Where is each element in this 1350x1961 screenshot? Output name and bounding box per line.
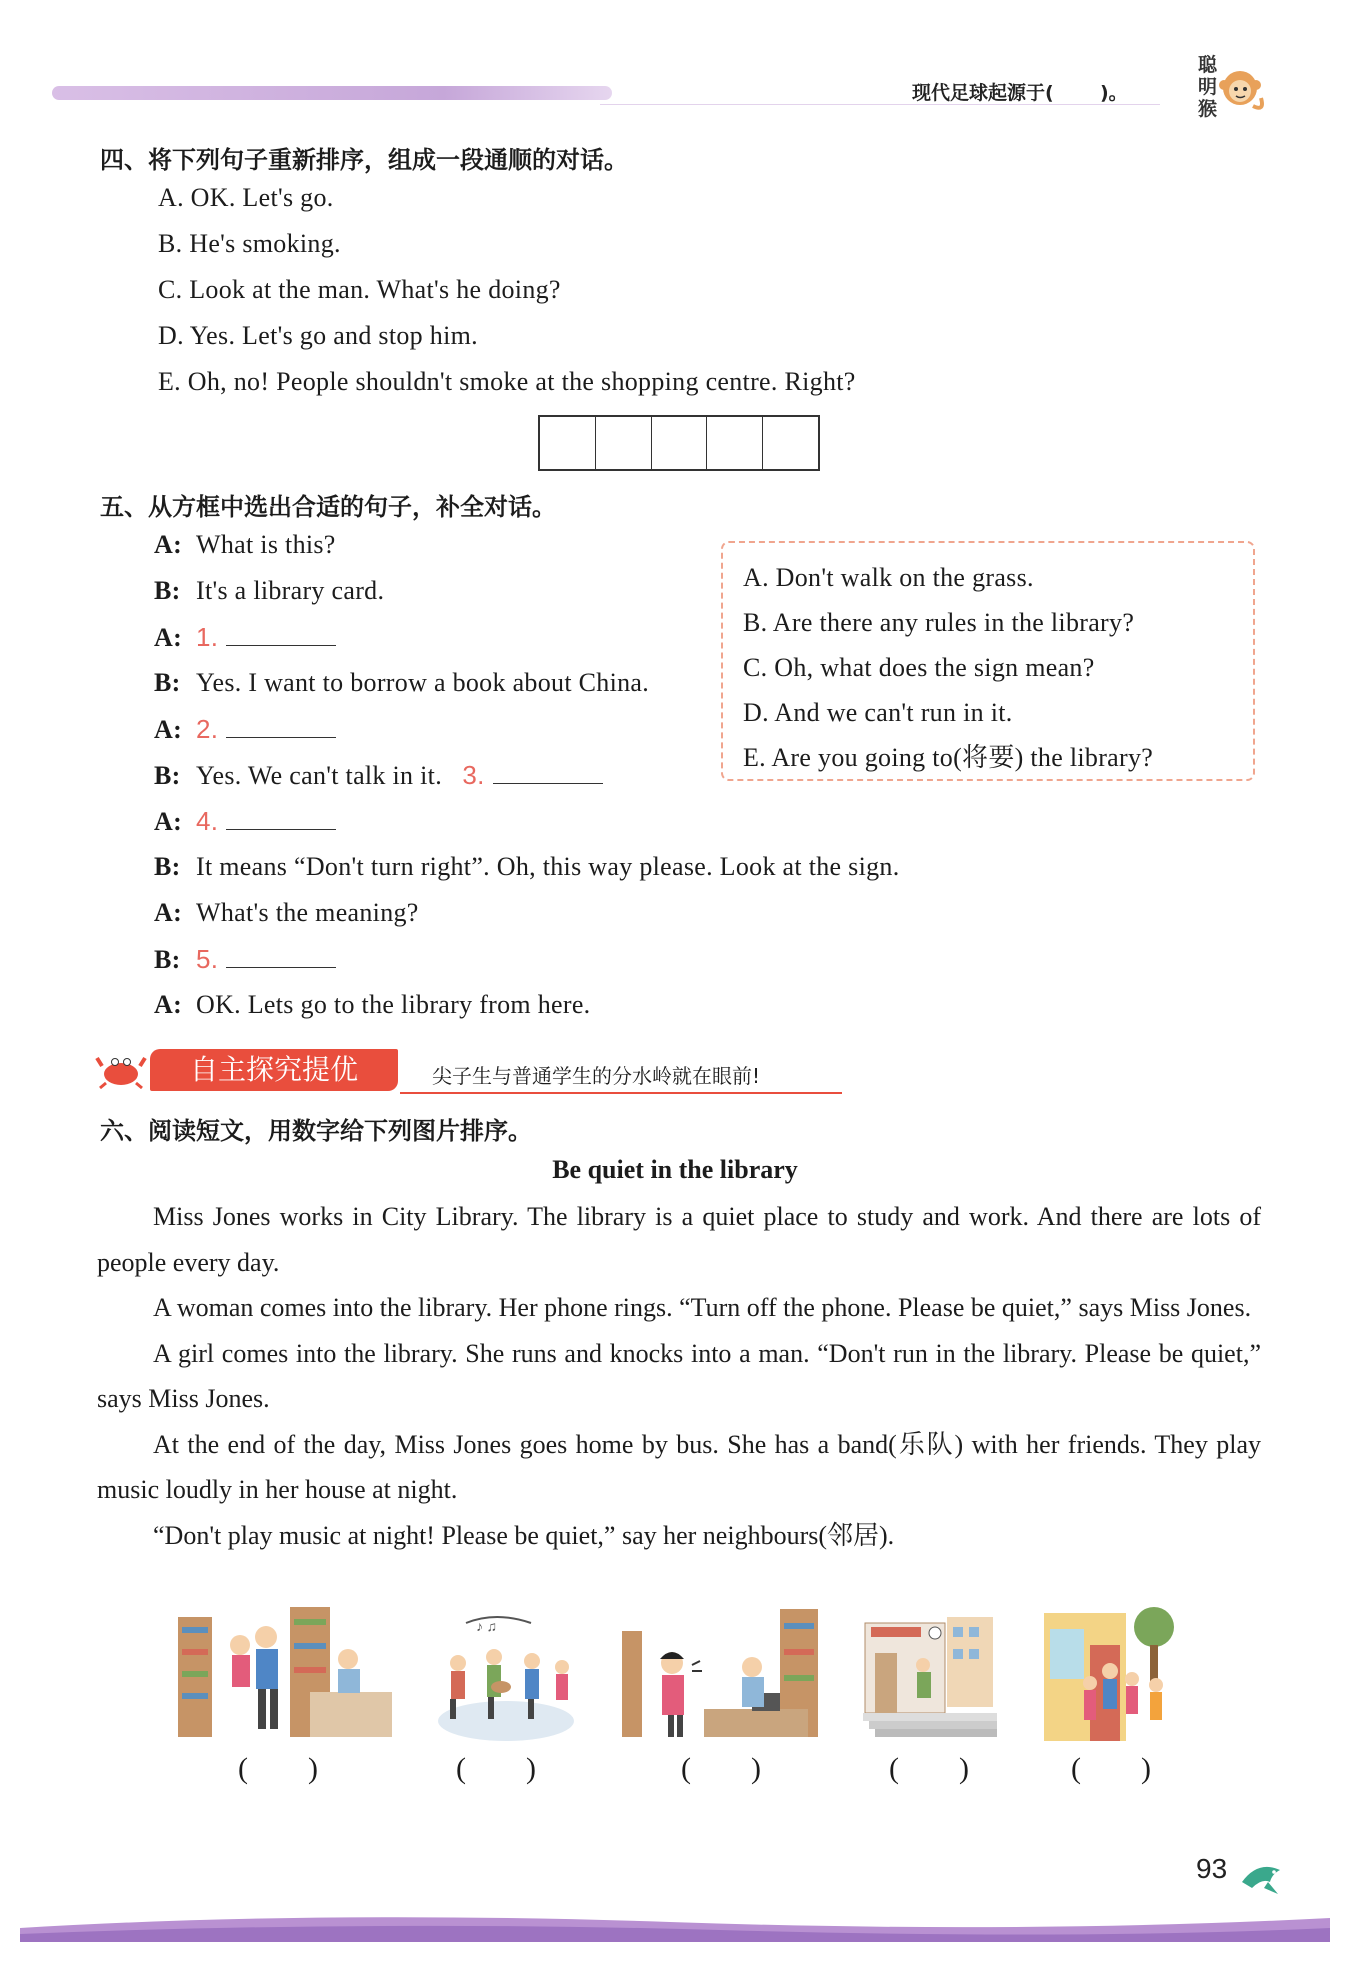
section6-title: 六、阅读短文，用数字给下列图片排序。 xyxy=(100,1117,532,1145)
choice-item: C. Oh, what does the sign mean? xyxy=(743,653,1095,682)
dialogue-line: A: What is this? xyxy=(154,530,336,559)
dolphin-icon xyxy=(1238,1852,1288,1902)
city-library-building-illustration xyxy=(863,1613,997,1739)
dialogue-line: B: It's a library card. xyxy=(154,576,385,605)
dialogue-line: A: OK. Lets go to the library from here. xyxy=(154,990,591,1019)
answer-blank[interactable] xyxy=(226,950,336,968)
passage-paragraph: “Don't play music at night! Please be quiet,” say her neighbours(邻居). xyxy=(153,1520,895,1550)
answer-blank[interactable] xyxy=(226,812,336,830)
answer-box[interactable] xyxy=(763,417,818,469)
dialogue-line: B: 5. xyxy=(154,944,336,975)
picture-answer-paren[interactable]: ( ) xyxy=(681,1752,761,1785)
blank-number: 3. xyxy=(462,760,485,790)
answer-box[interactable] xyxy=(707,417,763,469)
picture-answer-paren[interactable]: ( ) xyxy=(238,1752,318,1785)
page-number: 93 xyxy=(1196,1853,1228,1884)
section4-option-d: D. Yes. Let's go and stop him. xyxy=(158,321,478,350)
header-tip: 现代足球起源于( )。 xyxy=(912,82,1128,104)
picture-answer-paren[interactable]: ( ) xyxy=(1071,1752,1151,1785)
answer-order-boxes[interactable] xyxy=(538,415,820,471)
choice-item: B. Are there any rules in the library? xyxy=(743,608,1135,637)
passage-title: Be quiet in the library xyxy=(552,1155,798,1184)
choice-box xyxy=(721,541,1255,781)
blank-number: 4. xyxy=(196,806,219,836)
dialogue-line: B: Yes. We can't talk in it. 3. xyxy=(154,760,603,791)
passage-paragraph: A girl comes into the library. She runs and knocks into a man. “Don't run in the library. Please be quiet,” says Miss Jones. xyxy=(97,1338,1261,1413)
passage-paragraph: At the end of the day, Miss Jones goes home by bus. She has a band(乐队) with her friends. They play music loudly in her house at night. xyxy=(97,1429,1261,1504)
blank-number: 1. xyxy=(196,622,219,652)
passage-paragraph: Miss Jones works in City Library. The library is a quiet place to study and work. And there are lots of people every day. xyxy=(97,1202,1261,1277)
choice-item: E. Are you going to(将要) the library? xyxy=(743,743,1154,772)
dialogue-line: A: 4. xyxy=(154,806,336,837)
dialogue-line: A: 1. xyxy=(154,622,336,653)
answer-blank[interactable] xyxy=(226,628,336,646)
dialogue-line: B: It means “Don't turn right”. Oh, this way please. Look at the sign. xyxy=(154,852,900,881)
band-playing-music-illustration xyxy=(436,1611,576,1743)
section4-title: 四、将下列句子重新排序，组成一段通顺的对话。 xyxy=(100,146,628,174)
neighbours-at-door-illustration xyxy=(1044,1605,1176,1741)
dialogue-line: A: 2. xyxy=(154,714,336,745)
woman-phone-ringing-illustration xyxy=(622,1609,818,1741)
section4-option-a: A. OK. Let's go. xyxy=(158,183,334,212)
svg-text:♪ ♫: ♪ ♫ xyxy=(476,1620,497,1635)
answer-box[interactable] xyxy=(540,417,596,469)
dialogue-line: A: What's the meaning? xyxy=(154,898,419,927)
answer-box[interactable] xyxy=(652,417,708,469)
section4-option-b: B. He's smoking. xyxy=(158,229,341,258)
answer-box[interactable] xyxy=(596,417,652,469)
blank-number: 2. xyxy=(196,714,219,744)
footer-wave xyxy=(20,1900,1330,1942)
choice-item: D. And we can't run in it. xyxy=(743,698,1013,727)
answer-blank[interactable] xyxy=(493,766,603,784)
passage-body xyxy=(97,1194,1261,1558)
picture-answer-paren[interactable]: ( ) xyxy=(889,1752,969,1785)
mascot-label: 聪明猴 xyxy=(1198,54,1218,120)
choice-item: A. Don't walk on the grass. xyxy=(743,563,1034,592)
banner-label: 自主探究提优 xyxy=(150,1049,398,1091)
picture-answer-paren[interactable]: ( ) xyxy=(456,1752,536,1785)
banner-slogan: 尖子生与普通学生的分水岭就在眼前! xyxy=(432,1064,761,1088)
passage-paragraph: A woman comes into the library. Her phone rings. “Turn off the phone. Please be quiet,” says Miss Jones. xyxy=(153,1293,1252,1322)
header-bar xyxy=(52,86,612,100)
answer-blank[interactable] xyxy=(226,720,336,738)
section4-option-e: E. Oh, no! People shouldn't smoke at the shopping centre. Right? xyxy=(158,367,856,396)
girl-running-into-man-illustration xyxy=(178,1607,392,1742)
crab-icon xyxy=(94,1050,148,1090)
blank-number: 5. xyxy=(196,944,219,974)
section4-option-c: C. Look at the man. What's he doing? xyxy=(158,275,561,304)
section5-title: 五、从方框中选出合适的句子，补全对话。 xyxy=(100,493,556,521)
dialogue-line: B: Yes. I want to borrow a book about China. xyxy=(154,668,650,697)
banner-underline xyxy=(400,1092,842,1094)
